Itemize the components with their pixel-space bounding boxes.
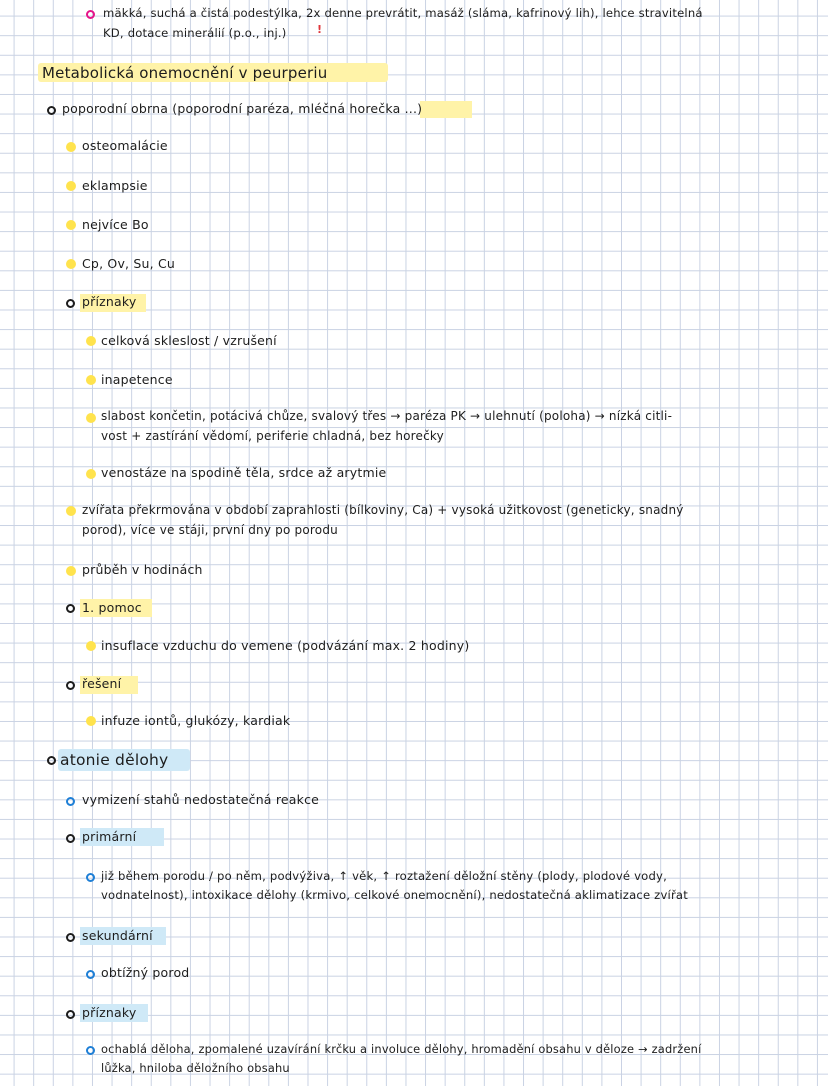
heading-metabolicka: Metabolická onemocnění v peurperiu [42, 64, 328, 82]
bullet-black [66, 1010, 75, 1019]
note-zvirata-1: zvířata překrmována v období zaprahlosti (bílkoviny, Ca) + vysoká užitkovost (geneticky, snadný [82, 503, 684, 517]
bullet-yellow [66, 259, 76, 269]
note-prubeh: průběh v hodinách [82, 562, 203, 577]
bullet-black [66, 299, 75, 308]
note-celkova: celková skleslost / vzrušení [101, 333, 277, 348]
bullet-yellow [86, 641, 96, 651]
bullet-blue [86, 1046, 95, 1055]
bullet-black [47, 756, 56, 765]
note-pomoc: 1. pomoc [82, 600, 142, 615]
bullet-yellow [86, 413, 96, 423]
bullet-black [66, 933, 75, 942]
red-exclaim-mark: ! [317, 23, 323, 36]
heading-atonie: atonie dělohy [60, 751, 169, 769]
bullet-yellow [86, 375, 96, 385]
note-priznaky-2: příznaky [82, 1005, 137, 1020]
bullet-pink [86, 10, 95, 19]
bullet-blue [66, 797, 75, 806]
note-zvirata-2: porod), více ve stáji, první dny po porodu [82, 523, 338, 537]
bullet-yellow [86, 716, 96, 726]
note-venostaze: venostáze na spodině těla, srdce až arytmie [101, 465, 387, 480]
note-primarni: primární [82, 829, 137, 844]
poporodni-highlight [420, 101, 472, 118]
bullet-black [66, 834, 75, 843]
note-reseni: řešení [82, 676, 122, 691]
note-cp: Cp, Ov, Su, Cu [82, 256, 176, 271]
note-sekundarni: sekundární [82, 928, 153, 943]
note-slabost-1: slabost končetin, potácivá chůze, svalový třes → paréza PK → ulehnutí (poloha) → nízká citli- [101, 409, 673, 423]
note-jiz-2: vodnatelnost), intoxikace dělohy (krmivo, celkové onemocnění), nedostatečná aklimatizace zvířat [101, 888, 688, 902]
note-jiz-1: již během porodu / po něm, podvýživa, ↑ věk, ↑ roztažení děložní stěny (plody, plodové vody, [101, 869, 667, 883]
note-ochabla-1: ochablá děloha, zpomalené uzavírání krčku a involuce dělohy, hromadění obsahu v děloze → zadržení [101, 1042, 702, 1056]
bullet-yellow [66, 142, 76, 152]
note-insuflace: insuflace vzduchu do vemene (podvázání max. 2 hodiny) [101, 638, 470, 653]
bullet-yellow [86, 469, 96, 479]
note-poporodni-obrna: poporodní obrna (poporodní paréza, mléčná horečka ...) [62, 101, 423, 116]
note-infuze: infuze iontů, glukózy, kardiak [101, 713, 291, 728]
note-ochabla-2: lůžka, hniloba děložního obsahu [101, 1061, 290, 1075]
note-line-podestylka: mäkká, suchá a čistá podestýlka, 2x denne prevrátit, masáž (sláma, kafrinový lih), lehce stravitelná [103, 6, 703, 20]
note-osteomalacie: osteomalácie [82, 138, 168, 153]
bullet-yellow [66, 181, 76, 191]
note-slabost-2: vost + zastírání vědomí, periferie chladná, bez horečky [101, 429, 444, 443]
bullet-yellow [66, 566, 76, 576]
bullet-blue [86, 873, 95, 882]
note-inapetence: inapetence [101, 372, 173, 387]
bullet-black [47, 106, 56, 115]
bullet-yellow [66, 506, 76, 516]
bullet-yellow [86, 336, 96, 346]
note-nejvice: nejvíce Bo [82, 217, 149, 232]
note-line-kd: KD, dotace minerálií (p.o., inj.) [103, 26, 287, 40]
bullet-black [66, 681, 75, 690]
bullet-blue [86, 970, 95, 979]
note-vymizeni: vymizení stahů nedostatečná reakce [82, 792, 320, 807]
bullet-yellow [66, 220, 76, 230]
note-priznaky: příznaky [82, 294, 137, 309]
bullet-black [66, 604, 75, 613]
note-eklampsie: eklampsie [82, 178, 148, 193]
note-obtizny: obtížný porod [101, 965, 190, 980]
